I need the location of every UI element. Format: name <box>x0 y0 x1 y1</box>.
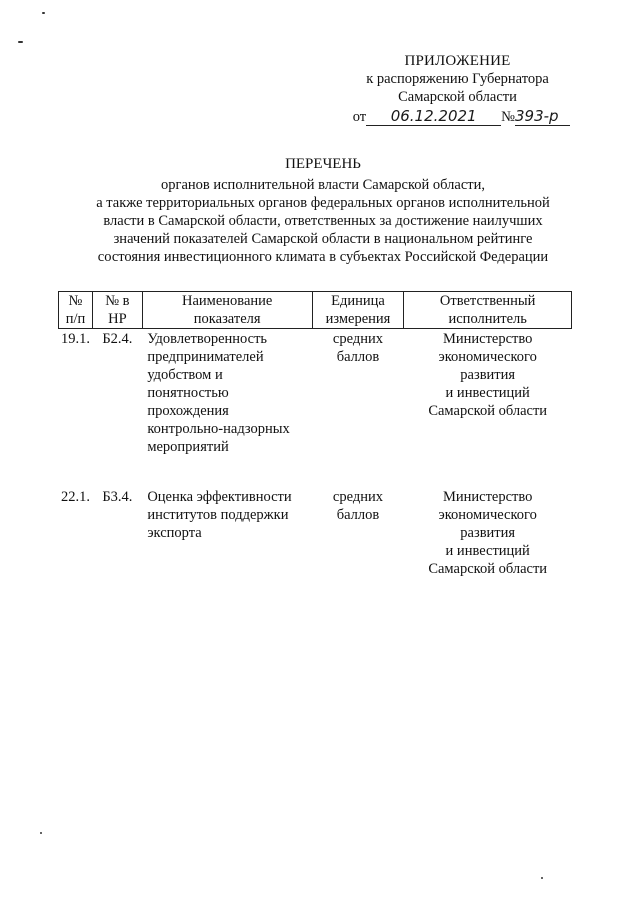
appendix-title: ПРИЛОЖЕНИЕ <box>404 53 511 69</box>
cell-unit: средних баллов <box>332 489 383 523</box>
cell-indicator-name: Оценка эффективности институтов поддержки экспорта <box>147 489 292 541</box>
header-responsible: Ответственный исполнитель <box>404 292 572 329</box>
scan-speck <box>42 12 45 14</box>
cell-num: 22.1. <box>60 489 90 505</box>
appendix-line-2: Самарской области <box>398 89 517 105</box>
row-spacer <box>59 456 572 487</box>
title-line: значений показателей Самарской области в национальном рейтинге <box>113 231 533 247</box>
header-unit: Единица измерения <box>312 292 404 329</box>
scan-speck <box>541 877 543 879</box>
cell-num: 19.1. <box>60 331 90 347</box>
title-line: органов исполнительной власти Самарской области, <box>161 177 485 193</box>
title-heading: ПЕРЕЧЕНЬ <box>285 156 361 172</box>
header-nr: № в НР <box>92 292 142 329</box>
responsibility-table <box>58 291 572 578</box>
table-header-row <box>59 292 572 329</box>
date-prefix: от <box>352 109 367 125</box>
date-field <box>366 107 501 126</box>
number-field <box>515 107 570 126</box>
title-line: состояния инвестиционного климата в субъектах Российской Федерации <box>97 249 549 265</box>
table-row <box>59 487 572 578</box>
cell-responsible: Министерство экономического развития и инвестиций Самарской области <box>428 489 548 577</box>
appendix-block <box>345 52 570 129</box>
handwritten-number: 393-р <box>515 107 559 125</box>
header-name: Наименование показателя <box>142 292 312 329</box>
scan-speck <box>40 832 42 834</box>
appendix-date-line <box>345 107 570 129</box>
cell-responsible: Министерство экономического развития и инвестиций Самарской области <box>428 331 548 419</box>
header-num: № п/п <box>59 292 93 329</box>
cell-nr: Б2.4. <box>102 331 133 347</box>
scan-speck <box>18 41 23 43</box>
table-row <box>59 329 572 457</box>
title-line: власти в Самарской области, ответственных за достижение наилучших <box>103 213 543 229</box>
document-title <box>40 155 606 266</box>
handwritten-date: 06.12.2021 <box>390 107 477 125</box>
cell-indicator-name: Удовлетворенность предпринимателей удобством и понятностью прохождения контрольно-надзорных мероприятий <box>147 331 290 455</box>
cell-nr: Б3.4. <box>102 489 133 505</box>
title-line: а также территориальных органов федеральных органов исполнительной <box>96 195 550 211</box>
cell-unit: средних баллов <box>332 331 383 365</box>
number-prefix: № <box>501 109 515 125</box>
appendix-line-1: к распоряжению Губернатора <box>366 71 549 87</box>
